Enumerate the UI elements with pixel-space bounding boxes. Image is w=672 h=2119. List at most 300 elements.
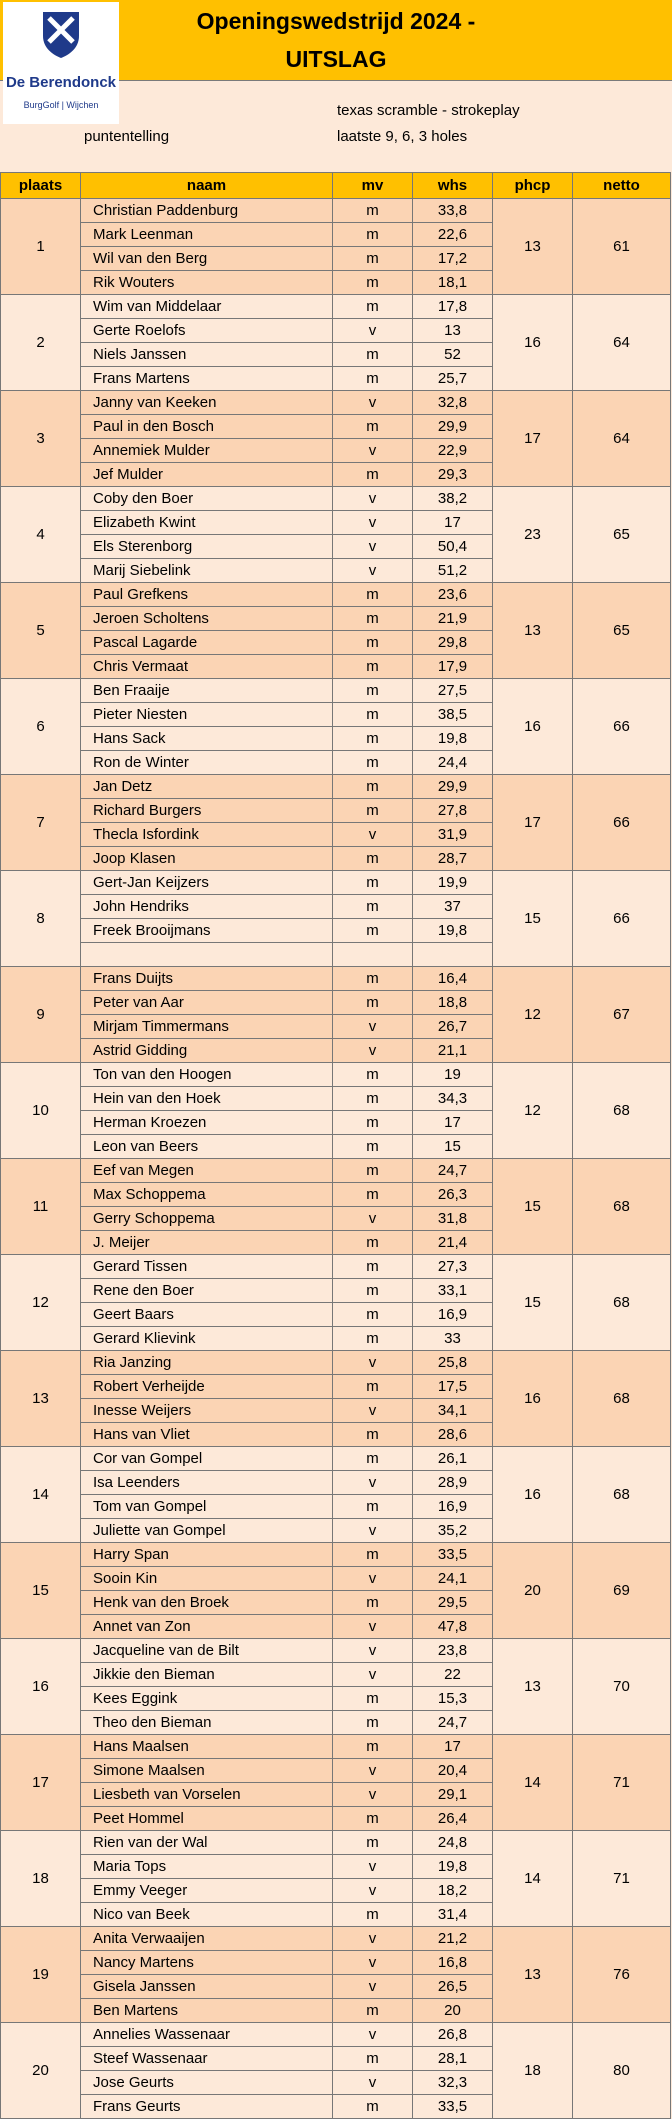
results-body [1,199,671,2119]
cell-naam: Chris Vermaat [81,655,333,679]
cell-whs: 28,7 [413,847,493,871]
info-value-vorm: texas scramble - strokeplay [337,102,520,119]
cell-phcp: 20 [493,1543,573,1639]
cell-naam: Eef van Megen [81,1159,333,1183]
cell-naam: Gerard Klievink [81,1327,333,1351]
cell-naam: Max Schoppema [81,1183,333,1207]
cell-mv: v [333,1855,413,1879]
cell-whs: 29,9 [413,415,493,439]
cell-naam: Freek Brooijmans [81,919,333,943]
cell-netto: 68 [573,1063,671,1159]
cell-mv: m [333,607,413,631]
cell-naam: Emmy Veeger [81,1879,333,1903]
cell-mv: v [333,1927,413,1951]
cell-naam: Juliette van Gompel [81,1519,333,1543]
cell-mv: m [333,1111,413,1135]
cell-whs: 17,5 [413,1375,493,1399]
cell-naam: Mirjam Timmermans [81,1015,333,1039]
cell-mv: m [333,1903,413,1927]
cell-naam: Ben Martens [81,1999,333,2023]
cell-naam: Ron de Winter [81,751,333,775]
info-label-puntentelling: puntentelling [84,128,170,145]
cell-phcp: 16 [493,1351,573,1447]
cell-phcp: 17 [493,391,573,487]
cell-mv: m [333,1495,413,1519]
cell-phcp: 15 [493,1255,573,1351]
cell-naam: Maria Tops [81,1855,333,1879]
cell-mv: v [333,535,413,559]
cell-netto: 66 [573,775,671,871]
cell-mv: m [333,1447,413,1471]
cell-mv: m [333,1423,413,1447]
cell-mv: m [333,751,413,775]
cell-mv: v [333,1207,413,1231]
table-row [1,1831,671,1855]
cell-netto: 61 [573,199,671,295]
table-row [1,1159,671,1183]
cell-whs: 26,5 [413,1975,493,1999]
cell-mv: v [333,1471,413,1495]
table-row [1,487,671,511]
cell-mv: v [333,559,413,583]
cell-netto: 65 [573,487,671,583]
cell-naam: Harry Span [81,1543,333,1567]
cell-mv: v [333,1015,413,1039]
cell-mv: m [333,1279,413,1303]
cell-naam: Coby den Boer [81,487,333,511]
table-row [1,1927,671,1951]
cell-phcp: 13 [493,1639,573,1735]
cell-mv: v [333,319,413,343]
cell-whs: 19,9 [413,871,493,895]
cell-mv: m [333,1831,413,1855]
cell-phcp: 15 [493,871,573,967]
cell-mv: m [333,631,413,655]
cell-mv: m [333,1255,413,1279]
cell-whs: 33,1 [413,1279,493,1303]
cell-whs: 24,1 [413,1567,493,1591]
cell-naam: Paul Grefkens [81,583,333,607]
club-logo [3,2,119,124]
cell-mv: m [333,1375,413,1399]
cell-naam: Rien van der Wal [81,1831,333,1855]
cell-plaats: 15 [1,1543,81,1639]
cell-netto: 66 [573,679,671,775]
cell-naam: Mark Leenman [81,223,333,247]
cell-naam: Annelies Wassenaar [81,2023,333,2047]
cell-whs: 22,9 [413,439,493,463]
cell-netto: 65 [573,583,671,679]
cell-whs: 52 [413,343,493,367]
cell-mv: v [333,511,413,535]
col-header-plaats: plaats [1,173,81,199]
cell-mv: m [333,1303,413,1327]
cell-naam: Simone Maalsen [81,1759,333,1783]
cell-phcp: 13 [493,199,573,295]
page-subtitle: UITSLAG [285,46,387,72]
cell-whs: 29,3 [413,463,493,487]
cell-naam: Jef Mulder [81,463,333,487]
cell-naam: Inesse Weijers [81,1399,333,1423]
cell-whs [413,943,493,967]
cell-plaats: 19 [1,1927,81,2023]
col-header-netto: netto [573,173,671,199]
table-row [1,1255,671,1279]
cell-mv: v [333,391,413,415]
cell-naam: Thecla Isfordink [81,823,333,847]
cell-naam: Jacqueline van de Bilt [81,1639,333,1663]
cell-naam: Richard Burgers [81,799,333,823]
cell-whs: 25,8 [413,1351,493,1375]
cell-phcp: 16 [493,1447,573,1543]
cell-whs: 20,4 [413,1759,493,1783]
shield-icon [41,10,81,60]
cell-naam: Theo den Bieman [81,1711,333,1735]
cell-phcp: 12 [493,1063,573,1159]
cell-whs: 18,1 [413,271,493,295]
cell-netto: 67 [573,967,671,1063]
cell-naam: Robert Verheijde [81,1375,333,1399]
cell-mv: v [333,1519,413,1543]
cell-naam: J. Meijer [81,1231,333,1255]
table-row [1,1351,671,1375]
cell-mv: m [333,1735,413,1759]
cell-mv: m [333,295,413,319]
cell-whs: 23,8 [413,1639,493,1663]
cell-naam: Marij Siebelink [81,559,333,583]
cell-naam: Gisela Janssen [81,1975,333,1999]
cell-whs: 18,2 [413,1879,493,1903]
cell-whs: 33,5 [413,2095,493,2119]
cell-whs: 23,6 [413,583,493,607]
cell-naam: Nico van Beek [81,1903,333,1927]
cell-naam: Jan Detz [81,775,333,799]
cell-whs: 24,7 [413,1711,493,1735]
cell-mv: m [333,1231,413,1255]
cell-whs: 26,1 [413,1447,493,1471]
cell-mv: m [333,1135,413,1159]
cell-naam: Nancy Martens [81,1951,333,1975]
cell-naam: Pascal Lagarde [81,631,333,655]
cell-naam: Hans Maalsen [81,1735,333,1759]
cell-whs: 20 [413,1999,493,2023]
cell-whs: 37 [413,895,493,919]
cell-whs: 26,7 [413,1015,493,1039]
cell-whs: 31,9 [413,823,493,847]
cell-whs: 13 [413,319,493,343]
cell-whs: 51,2 [413,559,493,583]
cell-plaats: 4 [1,487,81,583]
cell-whs: 22,6 [413,223,493,247]
cell-whs: 15,3 [413,1687,493,1711]
cell-mv: m [333,655,413,679]
cell-naam: Joop Klasen [81,847,333,871]
cell-whs: 25,7 [413,367,493,391]
cell-netto: 80 [573,2023,671,2119]
table-row [1,679,671,703]
cell-whs: 29,9 [413,775,493,799]
cell-mv: v [333,1615,413,1639]
cell-whs: 26,8 [413,2023,493,2047]
cell-naam: Peter van Aar [81,991,333,1015]
table-row [1,1543,671,1567]
cell-naam: Tom van Gompel [81,1495,333,1519]
cell-naam: Leon van Beers [81,1135,333,1159]
cell-naam: Ben Fraaije [81,679,333,703]
cell-whs: 18,8 [413,991,493,1015]
cell-mv: m [333,223,413,247]
cell-naam: Hans van Vliet [81,1423,333,1447]
cell-plaats: 18 [1,1831,81,1927]
cell-whs: 27,3 [413,1255,493,1279]
cell-phcp: 15 [493,1159,573,1255]
table-row [1,967,671,991]
cell-mv: v [333,1351,413,1375]
cell-plaats: 5 [1,583,81,679]
cell-naam: Sooin Kin [81,1567,333,1591]
cell-whs: 34,3 [413,1087,493,1111]
cell-naam: Frans Duijts [81,967,333,991]
cell-whs: 16,9 [413,1303,493,1327]
cell-netto: 71 [573,1831,671,1927]
cell-whs: 16,9 [413,1495,493,1519]
cell-whs: 33,8 [413,199,493,223]
table-row [1,295,671,319]
cell-naam: Jikkie den Bieman [81,1663,333,1687]
cell-naam: Ton van den Hoogen [81,1063,333,1087]
cell-whs: 21,9 [413,607,493,631]
cell-naam: Hein van den Hoek [81,1087,333,1111]
cell-mv: m [333,1591,413,1615]
cell-netto: 76 [573,1927,671,2023]
cell-whs: 19 [413,1063,493,1087]
cell-mv: m [333,2095,413,2119]
cell-phcp: 13 [493,1927,573,2023]
cell-netto: 64 [573,391,671,487]
cell-mv: m [333,727,413,751]
table-header-row [1,173,671,199]
cell-naam: Steef Wassenaar [81,2047,333,2071]
cell-whs: 50,4 [413,535,493,559]
cell-whs: 29,5 [413,1591,493,1615]
cell-naam: Christian Paddenburg [81,199,333,223]
table-row [1,1735,671,1759]
cell-mv: m [333,871,413,895]
table-row [1,871,671,895]
cell-whs: 28,9 [413,1471,493,1495]
cell-whs: 22 [413,1663,493,1687]
table-row [1,2023,671,2047]
cell-whs: 17 [413,1735,493,1759]
cell-mv: m [333,2047,413,2071]
cell-naam: Liesbeth van Vorselen [81,1783,333,1807]
cell-naam: Paul in den Bosch [81,415,333,439]
cell-mv: m [333,1087,413,1111]
cell-mv: v [333,1879,413,1903]
cell-mv: m [333,1711,413,1735]
cell-naam: Frans Geurts [81,2095,333,2119]
cell-whs: 17,2 [413,247,493,271]
cell-whs: 19,8 [413,919,493,943]
cell-whs: 31,4 [413,1903,493,1927]
cell-phcp: 14 [493,1735,573,1831]
table-row [1,1447,671,1471]
cell-mv: m [333,1183,413,1207]
cell-whs: 15 [413,1135,493,1159]
cell-naam: Gert-Jan Keijzers [81,871,333,895]
cell-naam: Gerry Schoppema [81,1207,333,1231]
cell-whs: 31,8 [413,1207,493,1231]
cell-mv: m [333,1687,413,1711]
cell-naam: Henk van den Broek [81,1591,333,1615]
cell-mv: v [333,1567,413,1591]
cell-mv: v [333,1639,413,1663]
cell-whs: 21,1 [413,1039,493,1063]
cell-whs: 47,8 [413,1615,493,1639]
cell-mv: m [333,895,413,919]
col-header-naam: naam [81,173,333,199]
cell-naam: Frans Martens [81,367,333,391]
cell-mv: m [333,967,413,991]
cell-naam: Anita Verwaaijen [81,1927,333,1951]
table-row [1,583,671,607]
cell-plaats: 6 [1,679,81,775]
cell-phcp: 23 [493,487,573,583]
cell-plaats: 11 [1,1159,81,1255]
cell-plaats: 8 [1,871,81,967]
cell-naam: Jeroen Scholtens [81,607,333,631]
cell-netto: 70 [573,1639,671,1735]
cell-mv: m [333,463,413,487]
cell-whs: 34,1 [413,1399,493,1423]
cell-netto: 68 [573,1159,671,1255]
cell-naam: Rene den Boer [81,1279,333,1303]
cell-plaats: 2 [1,295,81,391]
cell-whs: 32,8 [413,391,493,415]
cell-plaats: 9 [1,967,81,1063]
cell-mv: m [333,271,413,295]
cell-mv: m [333,1999,413,2023]
cell-whs: 26,4 [413,1807,493,1831]
cell-mv: v [333,1783,413,1807]
cell-whs: 28,6 [413,1423,493,1447]
cell-naam: Gerard Tissen [81,1255,333,1279]
cell-mv: m [333,415,413,439]
cell-phcp: 17 [493,775,573,871]
cell-plaats: 17 [1,1735,81,1831]
cell-naam: Cor van Gompel [81,1447,333,1471]
cell-whs: 33 [413,1327,493,1351]
cell-mv: m [333,703,413,727]
cell-whs: 17,8 [413,295,493,319]
logo-name: De Berendonck [5,74,117,91]
cell-phcp: 16 [493,295,573,391]
cell-netto: 71 [573,1735,671,1831]
cell-mv: m [333,199,413,223]
cell-netto: 69 [573,1543,671,1639]
cell-plaats: 14 [1,1447,81,1543]
cell-whs: 16,4 [413,967,493,991]
cell-naam: Jose Geurts [81,2071,333,2095]
cell-whs: 17 [413,1111,493,1135]
cell-naam: Herman Kroezen [81,1111,333,1135]
cell-whs: 29,1 [413,1783,493,1807]
cell-whs: 16,8 [413,1951,493,1975]
col-header-phcp: phcp [493,173,573,199]
cell-plaats: 3 [1,391,81,487]
cell-mv: m [333,1327,413,1351]
cell-mv: v [333,1039,413,1063]
cell-netto: 64 [573,295,671,391]
cell-mv: v [333,823,413,847]
cell-whs: 27,5 [413,679,493,703]
cell-naam: Isa Leenders [81,1471,333,1495]
cell-naam: Ria Janzing [81,1351,333,1375]
cell-mv: m [333,367,413,391]
cell-naam: Janny van Keeken [81,391,333,415]
cell-whs: 24,8 [413,1831,493,1855]
cell-whs: 21,2 [413,1927,493,1951]
cell-naam: Hans Sack [81,727,333,751]
cell-whs: 24,4 [413,751,493,775]
cell-whs: 35,2 [413,1519,493,1543]
cell-whs: 19,8 [413,727,493,751]
cell-mv: v [333,1759,413,1783]
cell-whs: 26,3 [413,1183,493,1207]
cell-naam: Niels Janssen [81,343,333,367]
cell-mv: m [333,679,413,703]
cell-whs: 38,5 [413,703,493,727]
cell-mv: m [333,847,413,871]
cell-whs: 17 [413,511,493,535]
cell-whs: 32,3 [413,2071,493,2095]
cell-whs: 29,8 [413,631,493,655]
cell-mv [333,943,413,967]
cell-plaats: 12 [1,1255,81,1351]
cell-whs: 33,5 [413,1543,493,1567]
cell-whs: 38,2 [413,487,493,511]
cell-mv: v [333,2023,413,2047]
cell-mv: v [333,487,413,511]
cell-whs: 17,9 [413,655,493,679]
cell-netto: 68 [573,1255,671,1351]
cell-mv: m [333,1543,413,1567]
cell-mv: v [333,1399,413,1423]
cell-naam: Annet van Zon [81,1615,333,1639]
cell-naam: Els Sterenborg [81,535,333,559]
cell-phcp: 16 [493,679,573,775]
table-row [1,775,671,799]
cell-mv: v [333,1951,413,1975]
results-table [0,172,671,2119]
cell-naam: Wim van Middelaar [81,295,333,319]
page-title: Openingswedstrijd 2024 - [196,8,476,34]
cell-mv: m [333,247,413,271]
col-header-whs: whs [413,173,493,199]
cell-naam: John Hendriks [81,895,333,919]
cell-naam: Kees Eggink [81,1687,333,1711]
cell-naam: Pieter Niesten [81,703,333,727]
cell-naam: Rik Wouters [81,271,333,295]
cell-mv: m [333,583,413,607]
cell-mv: m [333,1063,413,1087]
cell-plaats: 20 [1,2023,81,2119]
cell-phcp: 13 [493,583,573,679]
cell-phcp: 12 [493,967,573,1063]
cell-whs: 19,8 [413,1855,493,1879]
info-value-puntentelling: laatste 9, 6, 3 holes [337,128,468,145]
cell-naam: Wil van den Berg [81,247,333,271]
